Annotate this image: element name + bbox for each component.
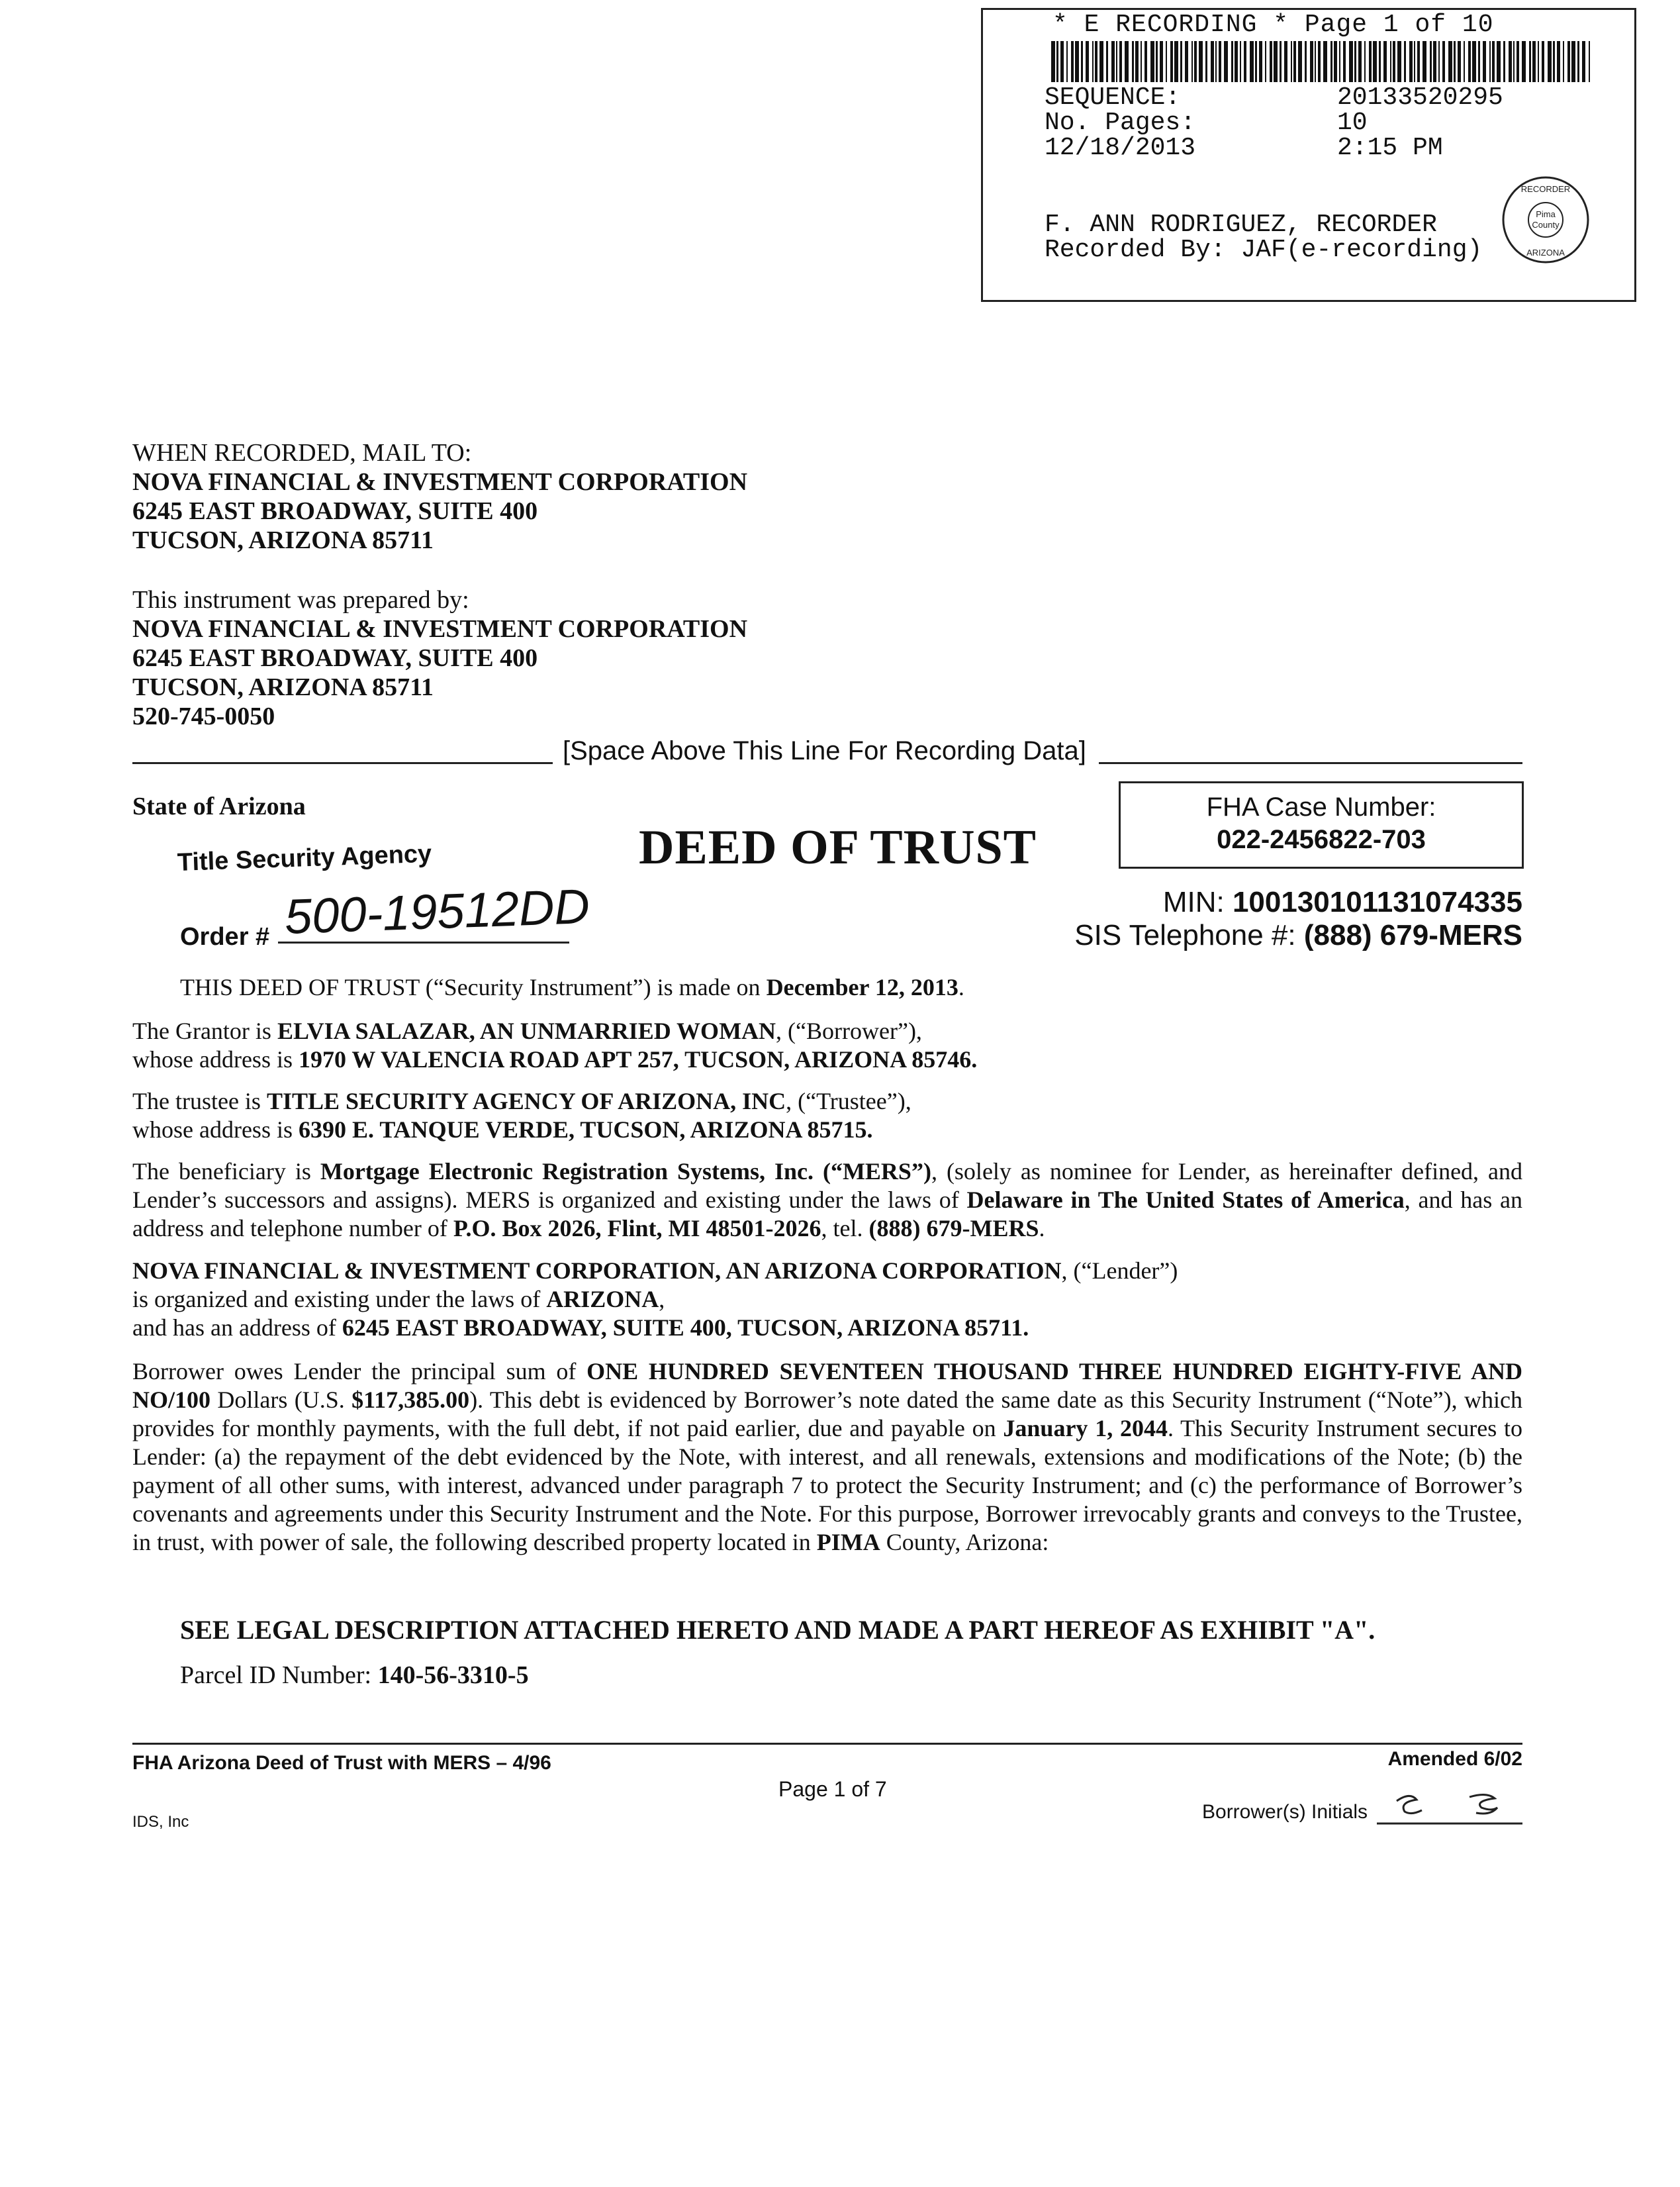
principal-amount: $117,385.00 (351, 1386, 470, 1413)
prepared-by-line: 6245 EAST BROADWAY, SUITE 400 (132, 644, 538, 672)
prepared-by-line: NOVA FINANCIAL & INVESTMENT CORPORATION (132, 615, 748, 643)
mers-address: P.O. Box 2026, Flint, MI 48501-2026 (453, 1215, 821, 1241)
text-run: . This Security Instrument secures to Lender: (a) the repayment of the debt evidenced by the Note, with interest, and all renewals, extensions and modifications of the Note; (b) the payment of all other sums, with interest, advanced under paragraph 7 to protect the Security Instrument; and (c) the performance of Borrower’s covenants and agreements under this Security Instrument and the Note. For this purpose, Borrower irrevocably grants and conveys to the Trustee, in trust, with power of sale, the following described property located in (132, 1415, 1522, 1555)
svg-text:ARIZONA: ARIZONA (1526, 248, 1565, 258)
min-label: MIN: (1162, 886, 1225, 918)
paragraph-trustee (132, 1087, 1522, 1144)
text-run: ). This debt is evidenced by Borrower’s note dated the same date as this Security Instrument (“Note”), which provides for monthly payments, with the full debt, if not paid earlier, due and payable on (132, 1386, 1522, 1441)
grantor-name: ELVIA SALAZAR, AN UNMARRIED WOMAN (277, 1018, 776, 1044)
text-run: , (659, 1286, 665, 1312)
min-value: 100130101131074335 (1232, 886, 1522, 918)
mail-to-block (132, 438, 747, 555)
prepared-by-block (132, 585, 747, 731)
mail-to-heading: WHEN RECORDED, MAIL TO: (132, 439, 472, 467)
parcel-line (180, 1661, 529, 1690)
text-run: The trustee is (132, 1088, 267, 1114)
lender-state: ARIZONA (546, 1286, 659, 1312)
pages-label: No. Pages: (1045, 109, 1196, 137)
text-run: , and has an address and telephone number of (132, 1187, 1522, 1241)
county-seal-icon (1499, 173, 1592, 266)
text-run: and has an address of (132, 1314, 342, 1341)
text-run: . (1039, 1215, 1045, 1241)
document-title: DEED OF TRUST (639, 820, 1037, 875)
initials-signature-icon (1377, 1781, 1522, 1827)
order-label: Order # (180, 923, 270, 951)
lender-name: NOVA FINANCIAL & INVESTMENT CORPORATION, AN ARIZONA CORPORATION (132, 1257, 1062, 1284)
recording-header: * E RECORDING * Page 1 of 10 (1052, 11, 1494, 39)
parcel-id: 140-56-3310-5 (377, 1661, 529, 1689)
state-label: State of Arizona (132, 793, 306, 820)
text-run: THIS DEED OF TRUST (“Security Instrument”) is made on (180, 974, 767, 1000)
footer-form-name: FHA Arizona Deed of Trust with MERS – 4/96 (132, 1752, 551, 1774)
space-above-note: [Space Above This Line For Recording Data] (563, 736, 1086, 765)
text-run: . (958, 974, 964, 1000)
prepared-by-line: TUCSON, ARIZONA 85711 (132, 673, 434, 701)
grantor-address: 1970 W VALENCIA ROAD APT 257, TUCSON, ARIZONA 85746. (298, 1046, 978, 1073)
text-run: , tel. (821, 1215, 869, 1241)
text-run: whose address is (132, 1046, 299, 1073)
fha-case-number: 022-2456822-703 (1217, 825, 1426, 854)
fha-case-label: FHA Case Number: (1206, 793, 1436, 822)
min-line (1163, 886, 1522, 919)
text-run: , (“Borrower”), (776, 1018, 922, 1044)
sequence-label: SEQUENCE: (1045, 83, 1181, 112)
recording-date: 12/18/2013 (1045, 134, 1196, 162)
prepared-by-line: 520-745-0050 (132, 703, 275, 730)
paragraph-lender (132, 1257, 1522, 1342)
footer-initials-label: Borrower(s) Initials (1202, 1801, 1368, 1823)
mail-to-line: TUCSON, ARIZONA 85711 (132, 526, 434, 554)
prepared-by-heading: This instrument was prepared by: (132, 586, 469, 614)
svg-text:County: County (1532, 220, 1560, 230)
lender-address: 6245 EAST BROADWAY, SUITE 400, TUCSON, ARIZONA 85711. (342, 1314, 1029, 1341)
text-run: is organized and existing under the laws of (132, 1286, 547, 1312)
trustee-address: 6390 E. TANQUE VERDE, TUCSON, ARIZONA 85715. (298, 1116, 873, 1143)
parcel-label: Parcel ID Number: (180, 1661, 378, 1689)
sis-label: SIS Telephone #: (1074, 919, 1296, 951)
text-run: County, Arizona: (880, 1529, 1049, 1555)
text-run: whose address is (132, 1116, 299, 1143)
footer-amended: Amended 6/02 (1387, 1748, 1522, 1770)
mail-to-line: NOVA FINANCIAL & INVESTMENT CORPORATION (132, 468, 748, 496)
property-county: PIMA (816, 1529, 880, 1555)
text-run: Dollars (U.S. (210, 1386, 352, 1413)
paragraph-principal (132, 1357, 1522, 1557)
principal-words: ONE HUNDRED SEVENTEEN THOUSAND THREE HUNDRED EIGHTY-FIVE AND NO/100 (132, 1358, 1523, 1413)
fha-case-box (1119, 781, 1524, 869)
title-agency-stamp: Title Security Agency (177, 840, 432, 877)
svg-text:RECORDER: RECORDER (1520, 184, 1571, 194)
text-run: The Grantor is (132, 1018, 277, 1044)
text-run: , (“Trustee”), (786, 1088, 911, 1114)
sis-telephone-line (1074, 919, 1522, 952)
maturity-date: January 1, 2044 (1003, 1415, 1168, 1441)
text-run: Borrower owes Lender the principal sum of (132, 1358, 587, 1385)
legal-description-note: SEE LEGAL DESCRIPTION ATTACHED HERETO AND MADE A PART HEREOF AS EXHIBIT "A". (180, 1615, 1376, 1645)
paragraph-beneficiary (132, 1157, 1522, 1243)
text-run: The beneficiary is (132, 1158, 320, 1185)
recording-time: 2:15 PM (1337, 134, 1443, 162)
sequence-value: 20133520295 (1337, 83, 1503, 112)
trustee-name: TITLE SECURITY AGENCY OF ARIZONA, INC (266, 1088, 786, 1114)
footer-page-number: Page 1 of 7 (778, 1777, 887, 1801)
order-number-handwritten: 500-19512DD (283, 878, 591, 945)
footer-vendor: IDS, Inc (132, 1813, 189, 1831)
mers-state: Delaware in The United States of America (966, 1187, 1405, 1213)
text-run: , (solely as nominee for Lender, as hereinafter defined, and Lender’s successors and assigns). MERS is organized and existing under the laws of (132, 1158, 1523, 1213)
sis-value: (888) 679-MERS (1303, 919, 1522, 951)
text-run: , (“Lender”) (1061, 1257, 1178, 1284)
recorded-by: Recorded By: JAF(e-recording) (1045, 236, 1483, 264)
footer-divider (132, 1743, 1522, 1745)
pages-value: 10 (1337, 109, 1368, 137)
barcode-icon (1051, 41, 1594, 82)
beneficiary-name: Mortgage Electronic Registration Systems, Inc. (“MERS”) (320, 1158, 931, 1185)
paragraph-intro (180, 973, 1524, 1002)
mail-to-line: 6245 EAST BROADWAY, SUITE 400 (132, 497, 538, 525)
svg-text:Pima: Pima (1536, 209, 1556, 219)
recorder-name: F. ANN RODRIGUEZ, RECORDER (1045, 211, 1437, 239)
mers-telephone: (888) 679-MERS (868, 1215, 1039, 1241)
paragraph-grantor (132, 1017, 1522, 1074)
instrument-date: December 12, 2013 (766, 974, 958, 1000)
